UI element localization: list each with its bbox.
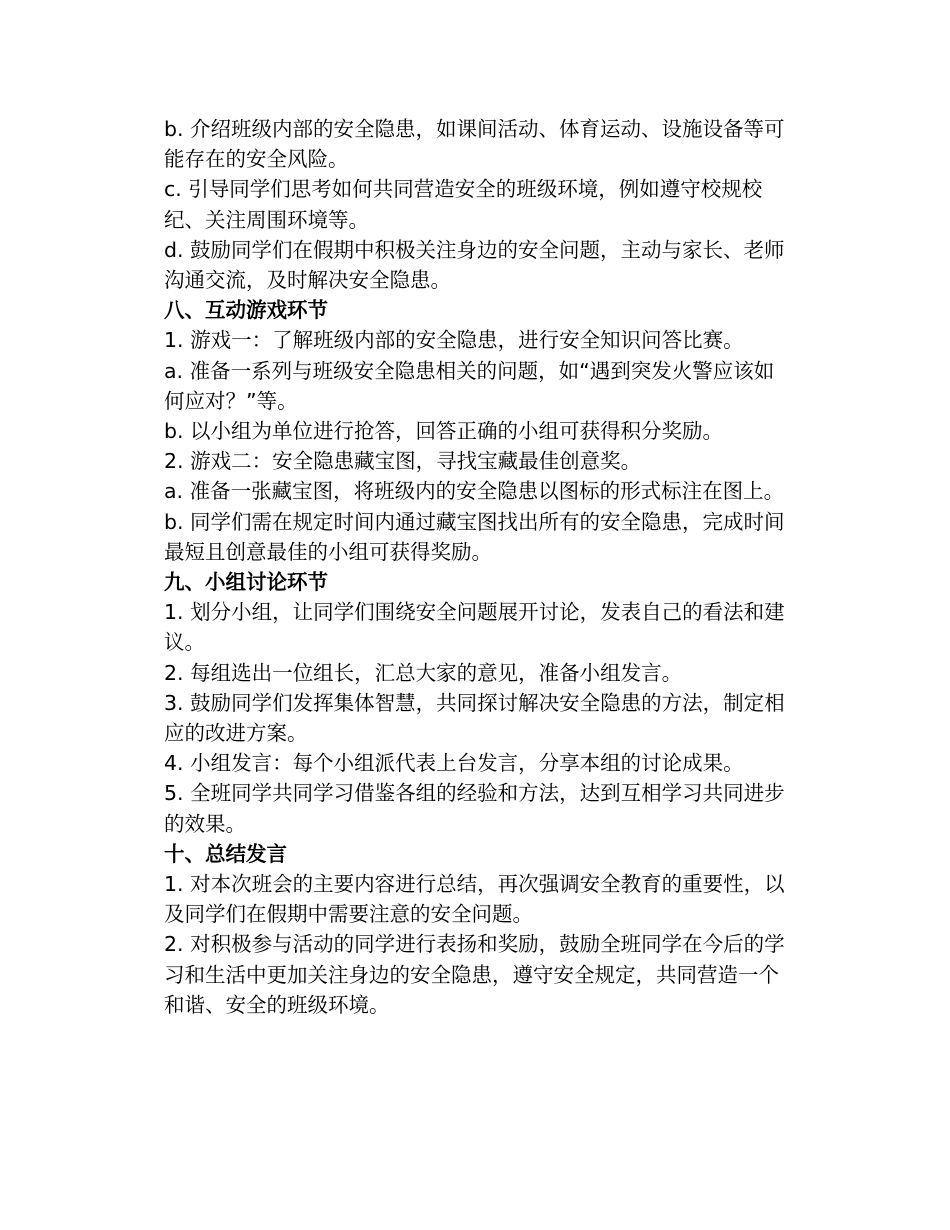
paragraph-summary-2: 2. 对积极参与活动的同学进行表扬和奖励，鼓励全班同学在今后的学习和生活中更加关注身边的安全隐患，遵守安全规定，共同营造一个和谐、安全的班级环境。: [164, 932, 785, 1017]
paragraph-d-encourage-students: d. 鼓励同学们在假期中积极关注身边的安全问题，主动与家长、老师沟通交流，及时解决安全隐患。: [164, 237, 785, 293]
paragraph-summary-1: 1. 对本次班会的主要内容进行总结，再次强调安全教育的重要性，以及同学们在假期中需要注意的安全问题。: [164, 872, 785, 927]
paragraph-discussion-3: 3. 鼓励同学们发挥集体智慧，共同探讨解决安全隐患的方法，制定相应的改进方案。: [164, 690, 785, 746]
paragraph-game-two-a: a. 准备一张藏宝图，将班级内的安全隐患以图标的形式标注在图上。: [164, 479, 785, 504]
paragraph-game-one-b: b. 以小组为单位进行抢答，回答正确的小组可获得积分奖励。: [164, 419, 724, 444]
paragraph-game-one: 1. 游戏一：了解班级内部的安全隐患，进行安全知识问答比赛。: [164, 328, 744, 353]
paragraph-discussion-4: 4. 小组发言：每个小组派代表上台发言，分享本组的讨论成果。: [164, 751, 744, 776]
paragraph-c-guide-students: c. 引导同学们思考如何共同营造安全的班级环境，例如遵守校规校纪、关注周围环境等。: [164, 177, 763, 232]
section-heading-summary: 十、总结发言: [164, 841, 287, 866]
paragraph-discussion-2: 2. 每组选出一位组长，汇总大家的意见，准备小组发言。: [164, 660, 683, 685]
document-page: [164, 114, 788, 1020]
paragraph-discussion-5: 5. 全班同学共同学习借鉴各组的经验和方法，达到互相学习共同进步的效果。: [164, 781, 785, 836]
section-heading-interactive-games: 八、互动游戏环节: [164, 298, 328, 323]
paragraph-b-internal-hazards: b. 介绍班级内部的安全隐患，如课间活动、体育运动、设施设备等可能存在的安全风险。: [164, 117, 785, 172]
section-heading-group-discussion: 九、小组讨论环节: [164, 570, 328, 595]
paragraph-discussion-1: 1. 划分小组，让同学们围绕安全问题展开讨论，发表自己的看法和建议。: [164, 600, 785, 655]
paragraph-game-one-a: a. 准备一系列与班级安全隐患相关的问题，如“遇到突发火警应该如何应对？”等。: [164, 358, 775, 413]
paragraph-game-two: 2. 游戏二：安全隐患藏宝图，寻找宝藏最佳创意奖。: [164, 449, 642, 474]
paragraph-game-two-b: b. 同学们需在规定时间内通过藏宝图找出所有的安全隐患，完成时间最短且创意最佳的小组可获得奖励。: [164, 509, 785, 564]
